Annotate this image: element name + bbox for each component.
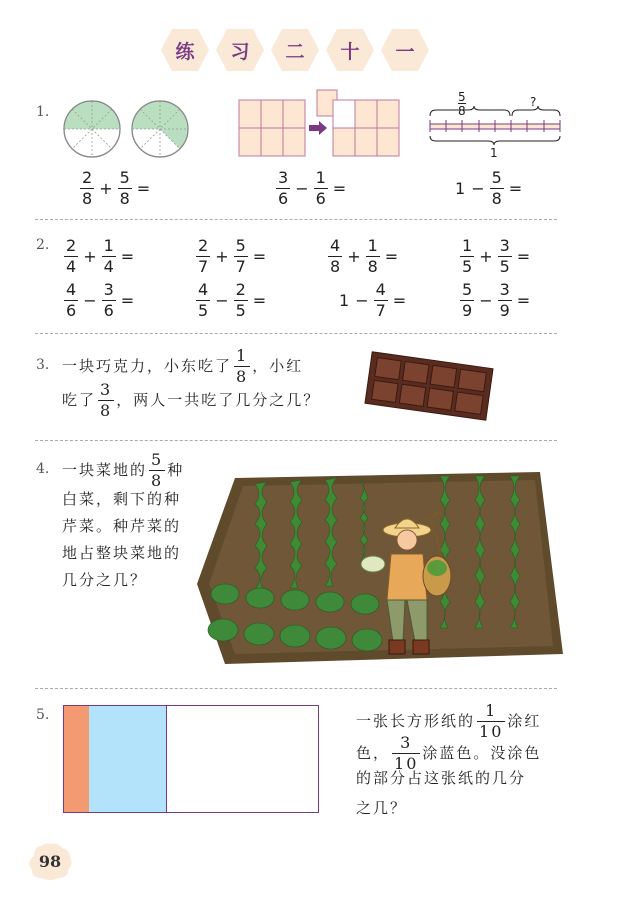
title-hex-5 — [380, 27, 430, 73]
number-line-total: 1 — [490, 146, 498, 160]
rectangle-paper — [63, 705, 319, 813]
problem-1-number: 1. — [36, 104, 50, 120]
p3-text: 吃了 — [62, 391, 97, 409]
paper-red-portion — [64, 706, 90, 812]
number-line-illustration — [428, 106, 564, 146]
p2-equation: $\frac{5}{9}$ − $\frac{3}{9}$ = — [462, 280, 531, 320]
section-divider — [35, 219, 557, 220]
fraction-pies-illustration — [62, 98, 192, 162]
p2-equation: $\frac{2}{7}$ + $\frac{5}{7}$ = — [198, 236, 267, 276]
title-hex-3 — [270, 27, 320, 73]
number-line-question: ? — [530, 95, 537, 109]
title-char: 练 — [175, 40, 195, 63]
p3-text: ，小红 — [252, 357, 304, 375]
problem-3-number: 3. — [36, 357, 50, 373]
p3-text-line-1: 一块巧克力，小东吃了 $\frac{1}{8}$ ，小红 — [62, 346, 304, 386]
p1-equation-3: 1 − $\frac{5}{8}$ = — [455, 168, 523, 208]
p2-equation: $\frac{4}{5}$ − $\frac{2}{5}$ = — [198, 280, 267, 320]
p4-text: 一块菜地的 — [62, 461, 148, 479]
title-hex-2 — [215, 27, 265, 73]
problem-5-number: 5. — [36, 707, 50, 723]
title-hex-1 — [160, 27, 210, 73]
p1-equation-1: $\frac{2}{8}$ + $\frac{5}{8}$ = — [82, 168, 151, 208]
p4-text-line-1: 一块菜地的 $\frac{5}{8}$ 种 — [62, 450, 185, 490]
p3-text-line-2: 吃了 $\frac{3}{8}$ ，两人一共吃了几分之几？ — [62, 380, 321, 420]
paper-blue-portion — [89, 706, 166, 812]
p2-equation: $\frac{4}{6}$ − $\frac{3}{6}$ = — [66, 280, 135, 320]
p3-text: 一块巧克力，小东吃了 — [62, 357, 233, 375]
grid-subtraction-illustration — [237, 88, 402, 160]
title-hex-4 — [325, 27, 375, 73]
p5-text: 涂红 — [507, 712, 542, 730]
p2-equation: $\frac{4}{8}$ + $\frac{1}{8}$ = — [330, 236, 399, 276]
problem-4-number: 4. — [36, 461, 50, 477]
p5-text: 一张长方形纸的 — [356, 712, 476, 730]
p2-equation: $\frac{1}{5}$ + $\frac{3}{5}$ = — [462, 236, 531, 276]
p4-text-line-4: 地占整块菜地的 — [62, 544, 182, 562]
p4-text-line-3: 芹菜。种芹菜的 — [62, 517, 182, 535]
p5-text: 涂蓝色。没涂色 — [422, 744, 542, 762]
p5-text-line-1: 一张长方形纸的 $\frac{1}{10}$ 涂红 — [356, 701, 542, 741]
title-char: 十 — [340, 40, 360, 63]
p1-equation-2: $\frac{3}{6}$ − $\frac{1}{6}$ = — [278, 168, 347, 208]
p3-text: ，两人一共吃了几分之几？ — [116, 391, 321, 409]
p2-equation: $\frac{2}{4}$ + $\frac{1}{4}$ = — [66, 236, 135, 276]
page-number-badge — [28, 842, 72, 880]
p4-text: 种 — [167, 461, 185, 479]
chocolate-bar-illustration — [362, 350, 496, 422]
p5-text-line-2: 色， $\frac{3}{10}$ 涂蓝色。没涂色 — [356, 733, 542, 773]
p4-text-line-5: 几分之几？ — [62, 571, 148, 589]
number-line-label-denominator: 8 — [458, 104, 466, 118]
section-divider — [35, 440, 557, 441]
p5-text-line-4: 之几？ — [356, 799, 408, 817]
title-char: 习 — [230, 40, 250, 63]
section-divider — [35, 333, 557, 334]
problem-2-number: 2. — [36, 237, 50, 253]
section-divider — [35, 688, 557, 689]
p5-text-line-3: 的部分占这张纸的几分 — [356, 769, 527, 787]
title-char: 一 — [395, 40, 415, 63]
title-char: 二 — [285, 40, 305, 63]
vegetable-field-farmer-illustration — [195, 464, 565, 670]
page-number: 98 — [38, 851, 62, 871]
p5-text: 色， — [356, 744, 391, 762]
p2-equation: 1 − $\frac{4}{7}$ = — [339, 280, 407, 320]
number-line-label-numerator: 5 — [458, 90, 466, 104]
p4-text-line-2: 白菜，剩下的种 — [62, 490, 182, 508]
